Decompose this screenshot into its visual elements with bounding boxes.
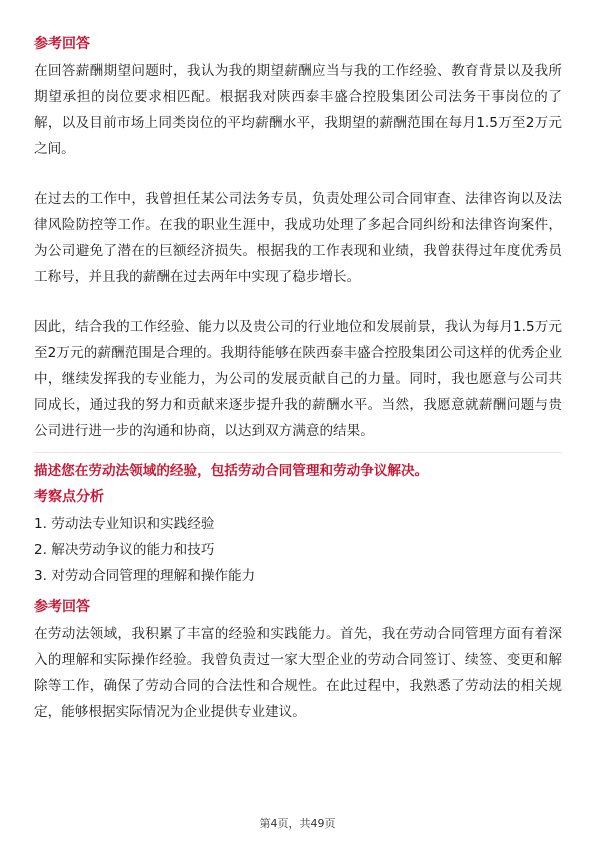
analysis-heading: 考察点分析	[34, 489, 104, 505]
answer-paragraph-1: 在回答薪酬期望问题时，我认为我的期望薪酬应当与我的工作经验、教育背景以及我所期望承担的岗位要求相匹配。根据我对陕西泰丰盛合控股集团公司法务干事岗位的了解，以及目前市场上同类岗位的平均薪酬水平，我期望的薪酬范围在每月1.5万至2万元之间。	[34, 63, 562, 157]
reference-answer-heading-2: 参考回答	[34, 599, 90, 615]
answer-paragraph-2: 在过去的工作中，我曾担任某公司法务专员，负责处理公司合同审查、法律咨询以及法律风险防控等工作。在我的职业生涯中，我成功处理了多起合同纠纷和法律咨询案件，为公司避免了潜在的巨额经济损失。根据我的工作表现和业绩，我曾获得过年度优秀员工称号，并且我的薪酬在过去两年中实现了稳步增长。	[34, 191, 562, 285]
question-title: 描述您在劳动法领域的经验，包括劳动合同管理和劳动争议解决。	[34, 463, 429, 479]
answer-paragraph-3: 因此，结合我的工作经验、能力以及贵公司的行业地位和发展前景，我认为每月1.5万元至2万元的薪酬范围是合理的。我期待能够在陕西泰丰盛合控股集团公司这样的优秀企业中，继续发挥我的专业能力，为公司的发展贡献自己的力量。同时，我也愿意与公司共同成长，通过我的努力和贡献来逐步提升我的薪酬水平。当然，我愿意就薪酬问题与贵公司进行进一步的沟通和协商，以达到双方满意的结果。	[34, 319, 562, 439]
reference-answer-heading: 参考回答	[34, 36, 90, 52]
answer-paragraph-4: 在劳动法领域，我积累了丰富的经验和实践能力。首先，我在劳动合同管理方面有着深入的理解和实际操作经验。我曾负责过一家大型企业的劳动合同签订、续签、变更和解除等工作，确保了劳动合同的合法性和合规性。在此过程中，我熟悉了劳动法的相关规定，能够根据实际情况为企业提供专业建议。	[34, 626, 562, 720]
analysis-item-2: 2. 解决劳动争议的能力和技巧	[34, 542, 215, 558]
document-content	[34, 34, 562, 725]
section-divider	[34, 452, 562, 453]
page-footer: 第4页，共49页	[259, 817, 336, 830]
analysis-item-3: 3. 对劳动合同管理的理解和操作能力	[34, 568, 256, 584]
analysis-item-1: 1. 劳动法专业知识和实践经验	[34, 516, 215, 532]
